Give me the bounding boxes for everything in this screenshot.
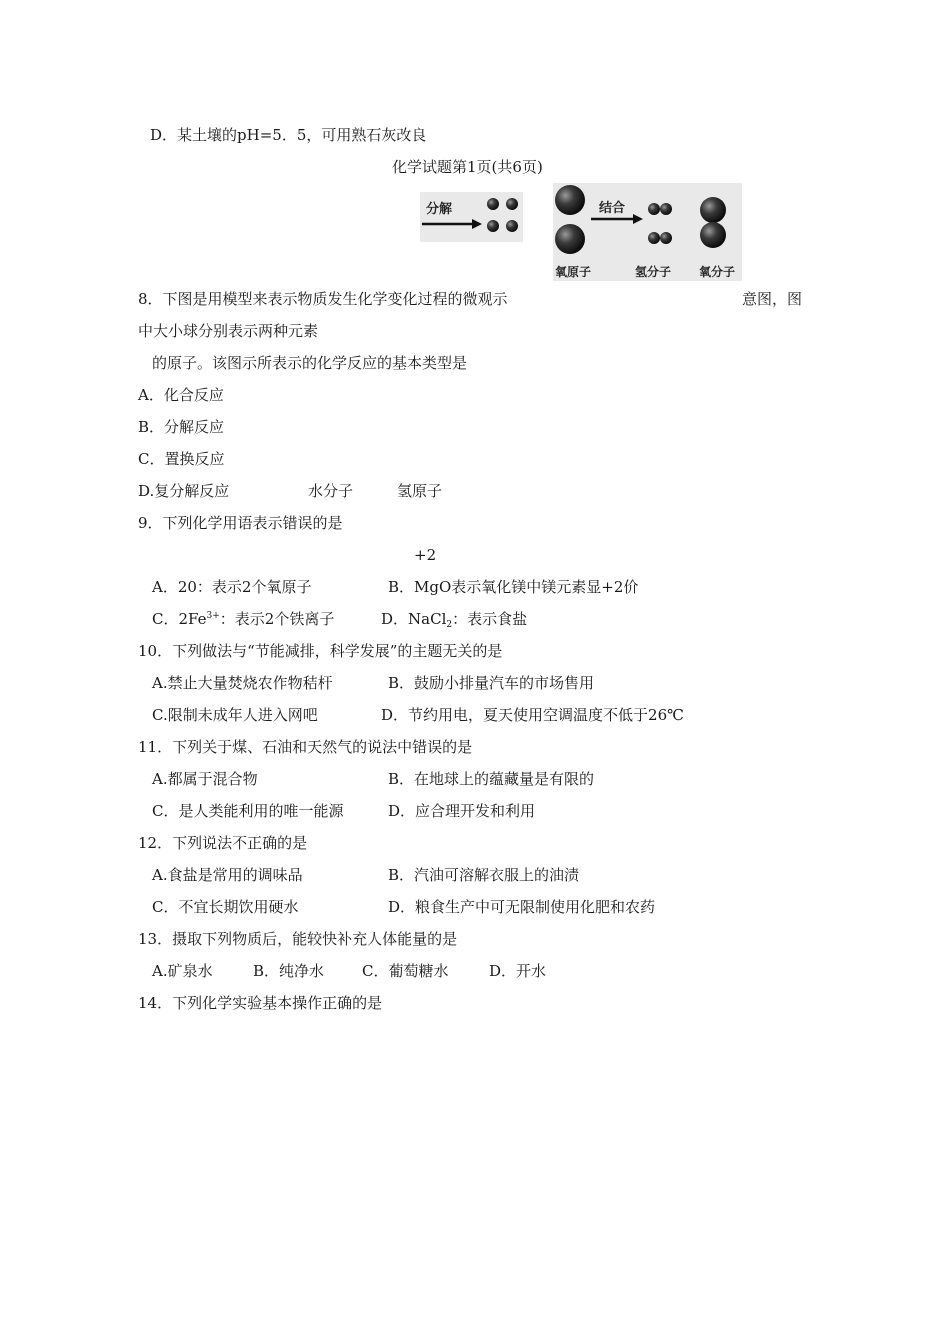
q7-option-d: D．某土壤的pH=5．5，可用熟石灰改良 (150, 126, 427, 144)
figure-decompose (420, 192, 523, 242)
label-combine: 结合 (599, 201, 626, 216)
q13-option-d: D．开水 (489, 962, 547, 980)
q9-option-a: A．20：表示2个氧原子 (152, 578, 312, 596)
q13-option-c: C．葡萄糖水 (362, 962, 449, 980)
q11-option-a: A.都属于混合物 (152, 770, 258, 788)
q8-option-a: A．化合反应 (138, 386, 224, 404)
q10-option-a: A.禁止大量焚烧农作物秸杆 (152, 674, 333, 692)
arrow-right-icon (422, 219, 482, 229)
q8-stem-b: 意图，图 (742, 290, 803, 308)
q11-stem: 11．下列关于煤、石油和天然气的说法中错误的是 (138, 738, 473, 756)
q11-option-c: C．是人类能利用的唯一能源 (152, 802, 344, 820)
q8-label-water-molecule: 水分子 (308, 482, 354, 500)
q10-stem: 10．下列做法与“节能减排，科学发展”的主题无关的是 (138, 642, 503, 660)
q9-stem: 9．下列化学用语表示错误的是 (138, 514, 343, 532)
q12-option-d: D．粮食生产中可无限制使用化肥和农药 (388, 898, 656, 916)
q13-stem: 13．摄取下列物质后，能较快补充人体能量的是 (138, 930, 458, 948)
figure-combine (553, 183, 742, 281)
q9-option-b: B．MgO表示氧化镁中镁元素显+2价 (388, 578, 639, 596)
q10-option-d: D．节约用电，夏天使用空调温度不低于26℃ (381, 706, 684, 724)
q10-option-b: B．鼓励小排量汽车的市场售用 (388, 674, 595, 692)
q12-option-a: A.食盐是常用的调味品 (152, 866, 303, 884)
q12-option-b: B．汽油可溶解衣服上的油渍 (388, 866, 580, 884)
label-decompose: 分解 (426, 202, 453, 217)
q12-option-c: C．不宜长期饮用硬水 (152, 898, 299, 916)
q8-stem-c: 中大小球分别表示两种元素 (138, 322, 319, 340)
q8-label-hydrogen-atom: 氢原子 (397, 482, 443, 500)
page-footer: 化学试题第1页(共6页) (392, 158, 543, 176)
q14-stem: 14．下列化学实验基本操作正确的是 (138, 994, 383, 1012)
q8-option-b: B．分解反应 (138, 418, 225, 436)
q10-option-c: C.限制未成年人进入网吧 (152, 706, 318, 724)
q8-option-d: D.复分解反应 (138, 482, 230, 500)
caption-oxygen-molecule: 氧分子 (699, 265, 736, 279)
q8-stem-d: 的原子。该图示所表示的化学反应的基本类型是 (152, 354, 468, 372)
q13-option-b: B．纯净水 (253, 962, 325, 980)
q9-option-c: C．$2Fe^{3+}$：表示2个铁离子 (152, 610, 335, 628)
q9-option-d: D．NaCl$_2$：表示食盐 (381, 610, 528, 630)
q11-option-b: B．在地球上的蕴藏量是有限的 (388, 770, 595, 788)
q8-option-c: C．置换反应 (138, 450, 225, 468)
q12-stem: 12．下列说法不正确的是 (138, 834, 308, 852)
arrow-right-icon (591, 214, 643, 224)
q13-option-a: A.矿泉水 (152, 962, 213, 980)
caption-hydrogen-molecule: 氢分子 (635, 265, 672, 279)
q11-option-d: D．应合理开发和利用 (388, 802, 536, 820)
caption-oxygen-atom: 氧原子 (555, 265, 592, 279)
q8-stem-a: 8．下图是用模型来表示物质发生化学变化过程的微观示 (138, 290, 508, 308)
q9-valence-mark: +2 (414, 546, 437, 564)
decompose-diagram (420, 192, 523, 242)
